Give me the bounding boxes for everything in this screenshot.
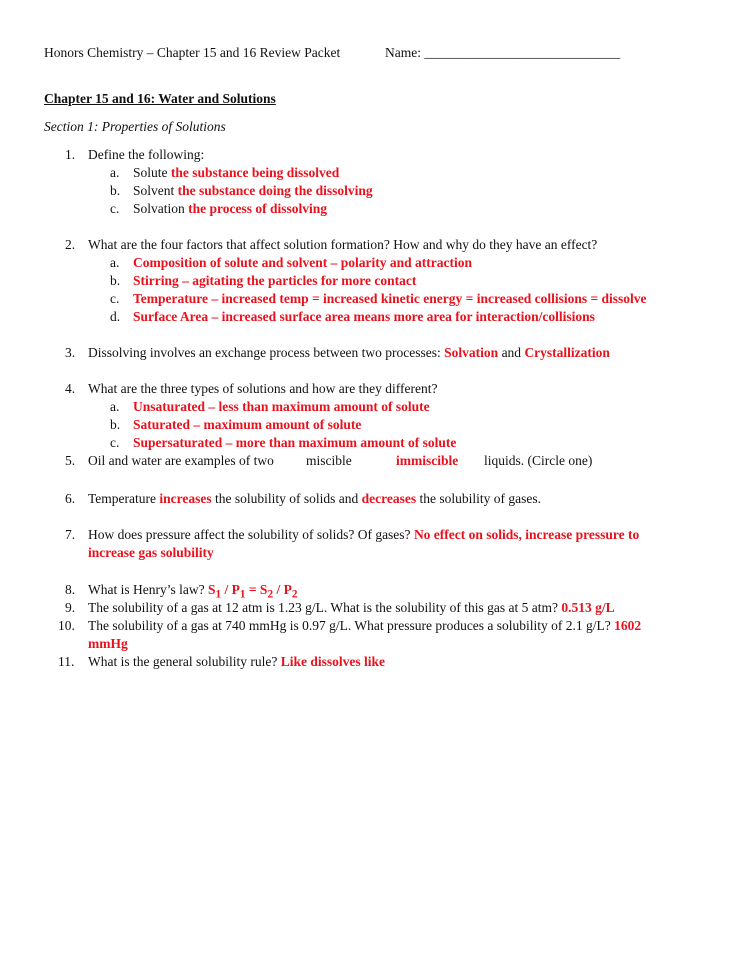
q7-text: How does pressure affect the solubility of solids? Of gases?	[88, 527, 414, 542]
q8-eq: = S	[245, 582, 268, 597]
q8-number: 8.	[65, 582, 76, 597]
q10-line	[88, 618, 641, 634]
q5-text: Oil and water are examples of two	[88, 453, 274, 468]
q6-post: the solubility of gases.	[416, 491, 541, 506]
q6-mid: the solubility of solids and	[211, 491, 362, 506]
q3-number: 3.	[65, 345, 76, 360]
q1-item-letter: b.	[110, 183, 121, 198]
q2-item-letter: c.	[110, 291, 120, 306]
q11-answer: Like dissolves like	[280, 654, 385, 669]
q8-s: S	[207, 582, 216, 597]
q4-answer: Unsaturated – less than maximum amount of solute	[133, 399, 430, 414]
q1-text: Define the following:	[88, 147, 205, 162]
q1-answer: the process of dissolving	[188, 201, 328, 216]
q7-line	[88, 527, 639, 543]
packet-title: Honors Chemistry – Chapter 15 and 16 Review Packet	[44, 45, 341, 60]
q10-number: 10.	[58, 618, 75, 633]
q6-number: 6.	[65, 491, 76, 506]
q5-answer: immiscible	[396, 453, 459, 468]
q9-number: 9.	[65, 600, 76, 615]
q2-text: What are the four factors that affect solution formation? How and why do they have an effect?	[88, 237, 598, 252]
q7-answer: No effect on solids, increase pressure to	[413, 527, 640, 542]
q8-sub: 1	[239, 588, 246, 601]
q3-answer-2: Crystallization	[524, 345, 610, 360]
q9-line	[88, 600, 615, 616]
name-field-label: Name: _____________________________	[385, 45, 621, 60]
q1-item-letter: a.	[110, 165, 120, 180]
q4-text: What are the three types of solutions and how are they different?	[88, 381, 438, 396]
q8-sub: 2	[291, 588, 298, 601]
q1-item-letter: c.	[110, 201, 120, 216]
q11-text: What is the general solubility rule?	[88, 654, 281, 669]
q4-answer: Supersaturated – more than maximum amount of solute	[133, 435, 457, 450]
q4-number: 4.	[65, 381, 76, 396]
q1-answer: the substance doing the dissolving	[177, 183, 373, 198]
q2-item-letter: a.	[110, 255, 120, 270]
q5-tail: liquids. (Circle one)	[484, 453, 593, 468]
q3-answer-1: Solvation	[444, 345, 499, 360]
q3-text: Dissolving involves an exchange process between two processes:	[88, 345, 445, 360]
chapter-heading: Chapter 15 and 16: Water and Solutions	[44, 91, 276, 106]
q5-number: 5.	[65, 453, 76, 468]
q10-text: The solubility of a gas at 740 mmHg is 0.97 g/L. What pressure produces a solubility of 2.1 g/L?	[88, 618, 615, 633]
q1-item	[133, 201, 327, 217]
q9-text: The solubility of a gas at 12 atm is 1.23 g/L. What is the solubility of this gas at 5 atm?	[88, 600, 562, 615]
q2-answer: Stirring – agitating the particles for more contact	[133, 273, 417, 288]
q1-answer: the substance being dissolved	[170, 165, 340, 180]
q8-sub: 1	[215, 588, 222, 601]
q1-term: Solvent	[133, 183, 178, 198]
q3-line	[88, 345, 610, 361]
q2-answer: Surface Area – increased surface area means more area for interaction/collisions	[133, 309, 595, 324]
q8-text: What is Henry’s law?	[88, 582, 208, 597]
q6-pre: Temperature	[88, 491, 160, 506]
q2-item-letter: b.	[110, 273, 121, 288]
q4-item-letter: a.	[110, 399, 120, 414]
q4-item-letter: c.	[110, 435, 120, 450]
q4-item-letter: b.	[110, 417, 121, 432]
q9-answer: 0.513 g/L	[561, 600, 615, 615]
q7-answer-cont: increase gas solubility	[88, 545, 214, 560]
q1-term: Solvation	[133, 201, 189, 216]
q1-number: 1.	[65, 147, 76, 162]
q11-line	[88, 654, 385, 670]
q1-item	[133, 183, 373, 199]
q2-answer: Temperature – increased temp = increased kinetic energy = increased collisions = dissolve	[133, 291, 647, 306]
q2-number: 2.	[65, 237, 76, 252]
q8-answer	[207, 582, 298, 601]
section-heading: Section 1: Properties of Solutions	[44, 119, 226, 134]
q6-line	[88, 491, 541, 507]
q1-term: Solute	[133, 165, 171, 180]
q7-number: 7.	[65, 527, 76, 542]
q10-answer: 1602	[614, 618, 642, 633]
q1-item	[133, 165, 339, 181]
q6-answer-1: increases	[159, 491, 212, 506]
q4-answer: Saturated – maximum amount of solute	[133, 417, 362, 432]
q5-option-miscible: miscible	[306, 453, 352, 468]
q2-answer: Composition of solute and solvent – polarity and attraction	[133, 255, 473, 270]
q10-answer-cont: mmHg	[88, 636, 128, 651]
q8-p: / P	[221, 582, 240, 597]
q8-sub: 2	[267, 588, 274, 601]
q8-p: / P	[273, 582, 292, 597]
q2-item-letter: d.	[110, 309, 121, 324]
q6-answer-2: decreases	[361, 491, 417, 506]
q11-number: 11.	[58, 654, 75, 669]
q3-and: and	[498, 345, 525, 360]
